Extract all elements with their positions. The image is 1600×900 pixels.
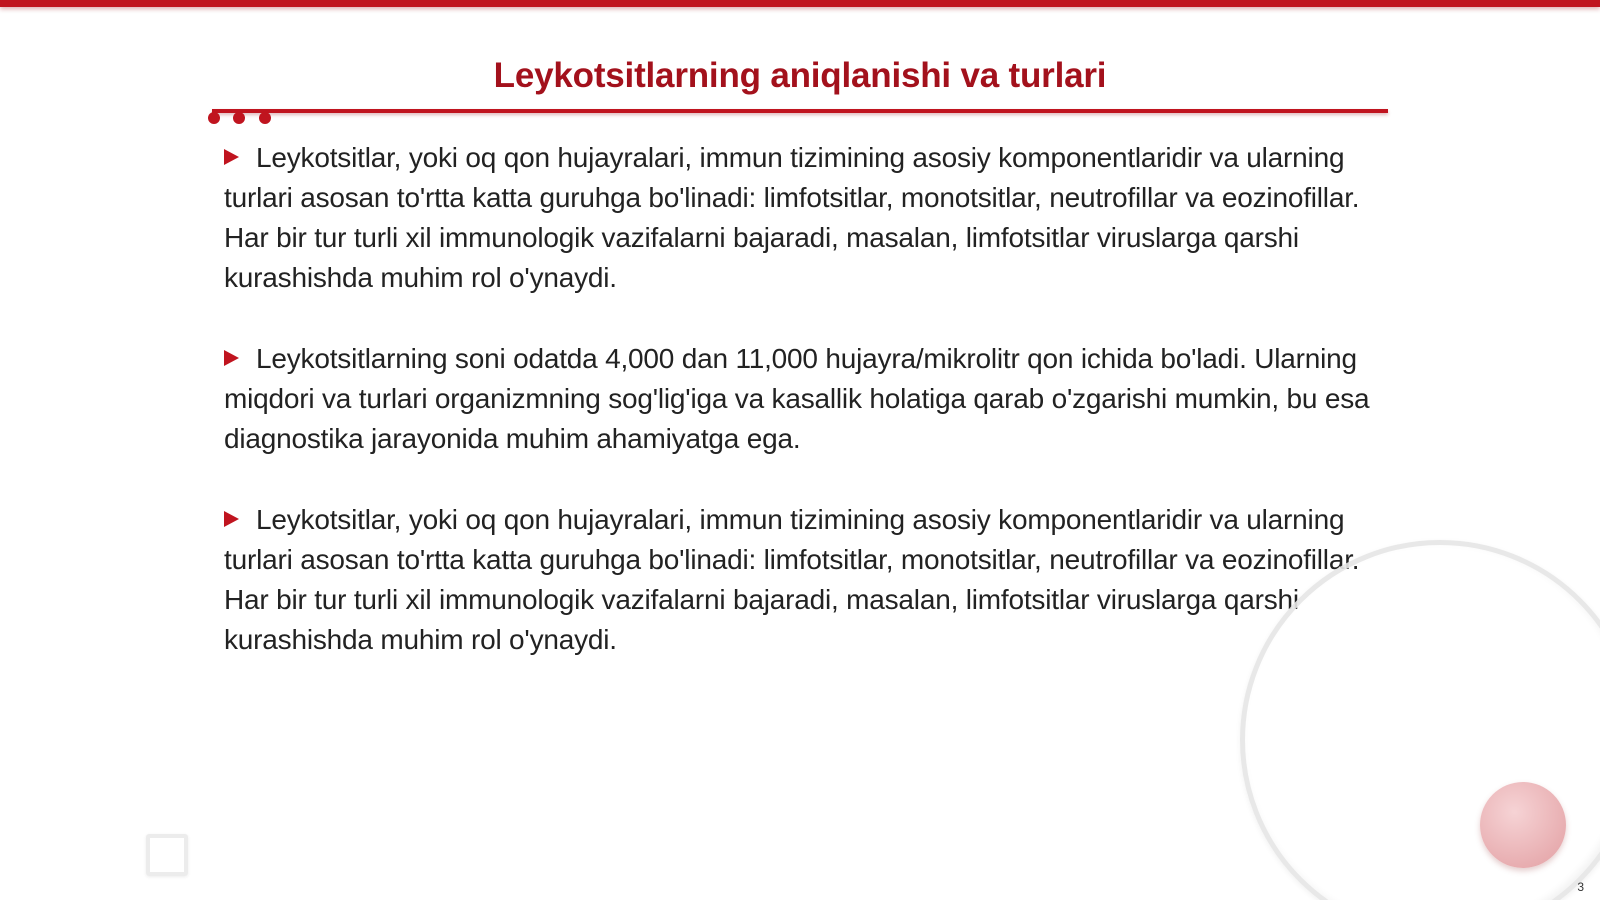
- underline-dot-2: [233, 112, 245, 124]
- top-accent-bar: [0, 0, 1600, 7]
- bullet-text-3: Leykotsitlar, yoki oq qon hujayralari, immun tizimining asosiy komponentlaridir va ularning turlari asosan to'rtta katta guruhga bo'linadi: limfotsitlar, monotsitlar, neutrofillar va eozinofillar. Har bir tur turli xil immunologik vazifalarni bajaradi, masalan, limfotsitlar viruslarga qarshi kurashishda muhim rol o'ynaydi.: [224, 504, 1360, 655]
- triangle-right-icon: [224, 149, 239, 165]
- page-number: 3: [1577, 880, 1584, 894]
- bullet-item-1: [224, 138, 1384, 298]
- slide-title: Leykotsitlarning aniqlanishi va turlari: [493, 56, 1107, 95]
- underline-dot-3: [259, 112, 271, 124]
- bullet-text-1: Leykotsitlar, yoki oq qon hujayralari, immun tizimining asosiy komponentlaridir va ularning turlari asosan to'rtta katta guruhga bo'linadi: limfotsitlar, monotsitlar, neutrofillar va eozinofillar. Har bir tur turli xil immunologik vazifalarni bajaradi, masalan, limfotsitlar viruslarga qarshi kurashishda muhim rol o'ynaydi.: [224, 142, 1360, 293]
- underline-dot-1: [208, 112, 220, 124]
- triangle-right-icon: [224, 511, 239, 527]
- bullet-item-3: [224, 500, 1384, 660]
- bullet-item-2: [224, 339, 1384, 459]
- bullet-list: [224, 138, 1384, 701]
- triangle-right-icon: [224, 350, 239, 366]
- bullet-text-2: Leykotsitlarning soni odatda 4,000 dan 11,000 hujayra/mikrolitr qon ichida bo'ladi. Ularning miqdori va turlari organizmning sog'lig'iga va kasallik holatiga qarab o'zgarishi mumkin, bu esa diagnostika jarayonida muhim ahamiyatga ega.: [224, 343, 1370, 454]
- decorative-square: [146, 834, 188, 876]
- title-underline: [212, 109, 1388, 113]
- decorative-pink-circle: [1480, 782, 1566, 868]
